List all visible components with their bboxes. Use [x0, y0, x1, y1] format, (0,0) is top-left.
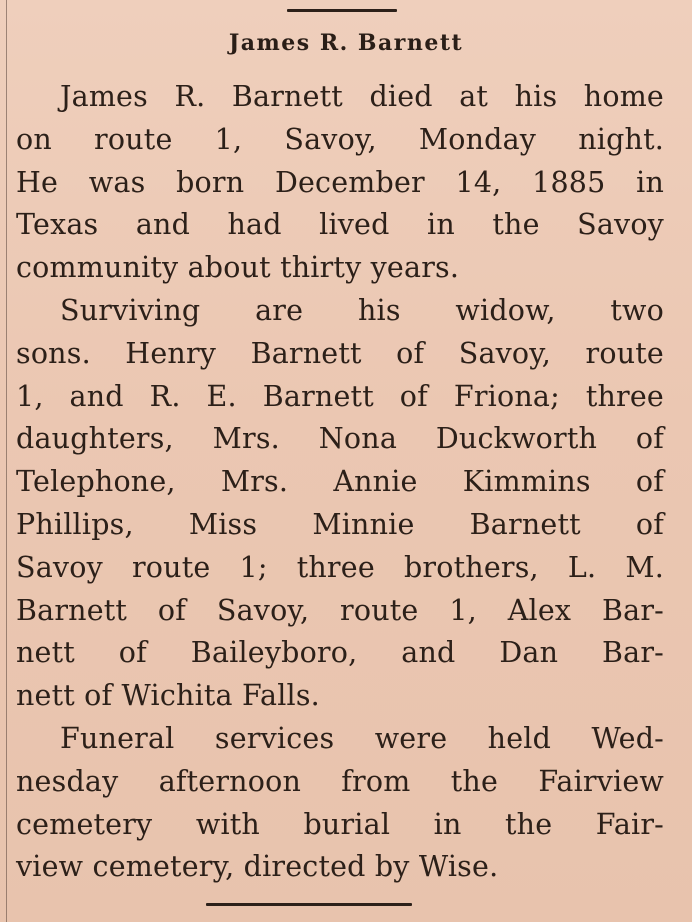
- article-line: Savoy route 1; three brothers, L. M.: [16, 550, 664, 584]
- article-line: 1, and R. E. Barnett of Friona; three: [16, 379, 664, 413]
- article-line: He was born December 14, 1885 in: [16, 165, 664, 199]
- article-line: nett of Wichita Falls.: [16, 679, 320, 713]
- article-headline: James R. Barnett: [228, 30, 464, 56]
- article-line: view cemetery, directed by Wise.: [16, 850, 499, 884]
- article-line: Surviving are his widow, two: [60, 293, 664, 327]
- article-line: on route 1, Savoy, Monday night.: [16, 122, 664, 156]
- article-line: Texas and had lived in the Savoy: [16, 208, 664, 242]
- article-line: Barnett of Savoy, route 1, Alex Bar-: [16, 593, 664, 627]
- column-rule: [6, 0, 7, 922]
- article-line: Phillips, Miss Minnie Barnett of: [16, 507, 664, 541]
- article-body: [16, 76, 664, 889]
- article-line: nesday afternoon from the Fairview: [16, 764, 664, 798]
- top-divider: [287, 9, 397, 12]
- article-line: James R. Barnett died at his home: [60, 80, 664, 113]
- article-line: cemetery with burial in the Fair-: [16, 807, 664, 841]
- article-line: community about thirty years.: [16, 251, 460, 285]
- article-line: Telephone, Mrs. Annie Kimmins of: [16, 465, 664, 499]
- article-line: daughters, Mrs. Nona Duckworth of: [16, 422, 664, 456]
- article-line: nett of Baileyboro, and Dan Bar-: [16, 636, 664, 670]
- article-line: Funeral services were held Wed-: [60, 721, 664, 755]
- bottom-divider: [206, 903, 412, 906]
- article-line: sons. Henry Barnett of Savoy, route: [16, 336, 664, 370]
